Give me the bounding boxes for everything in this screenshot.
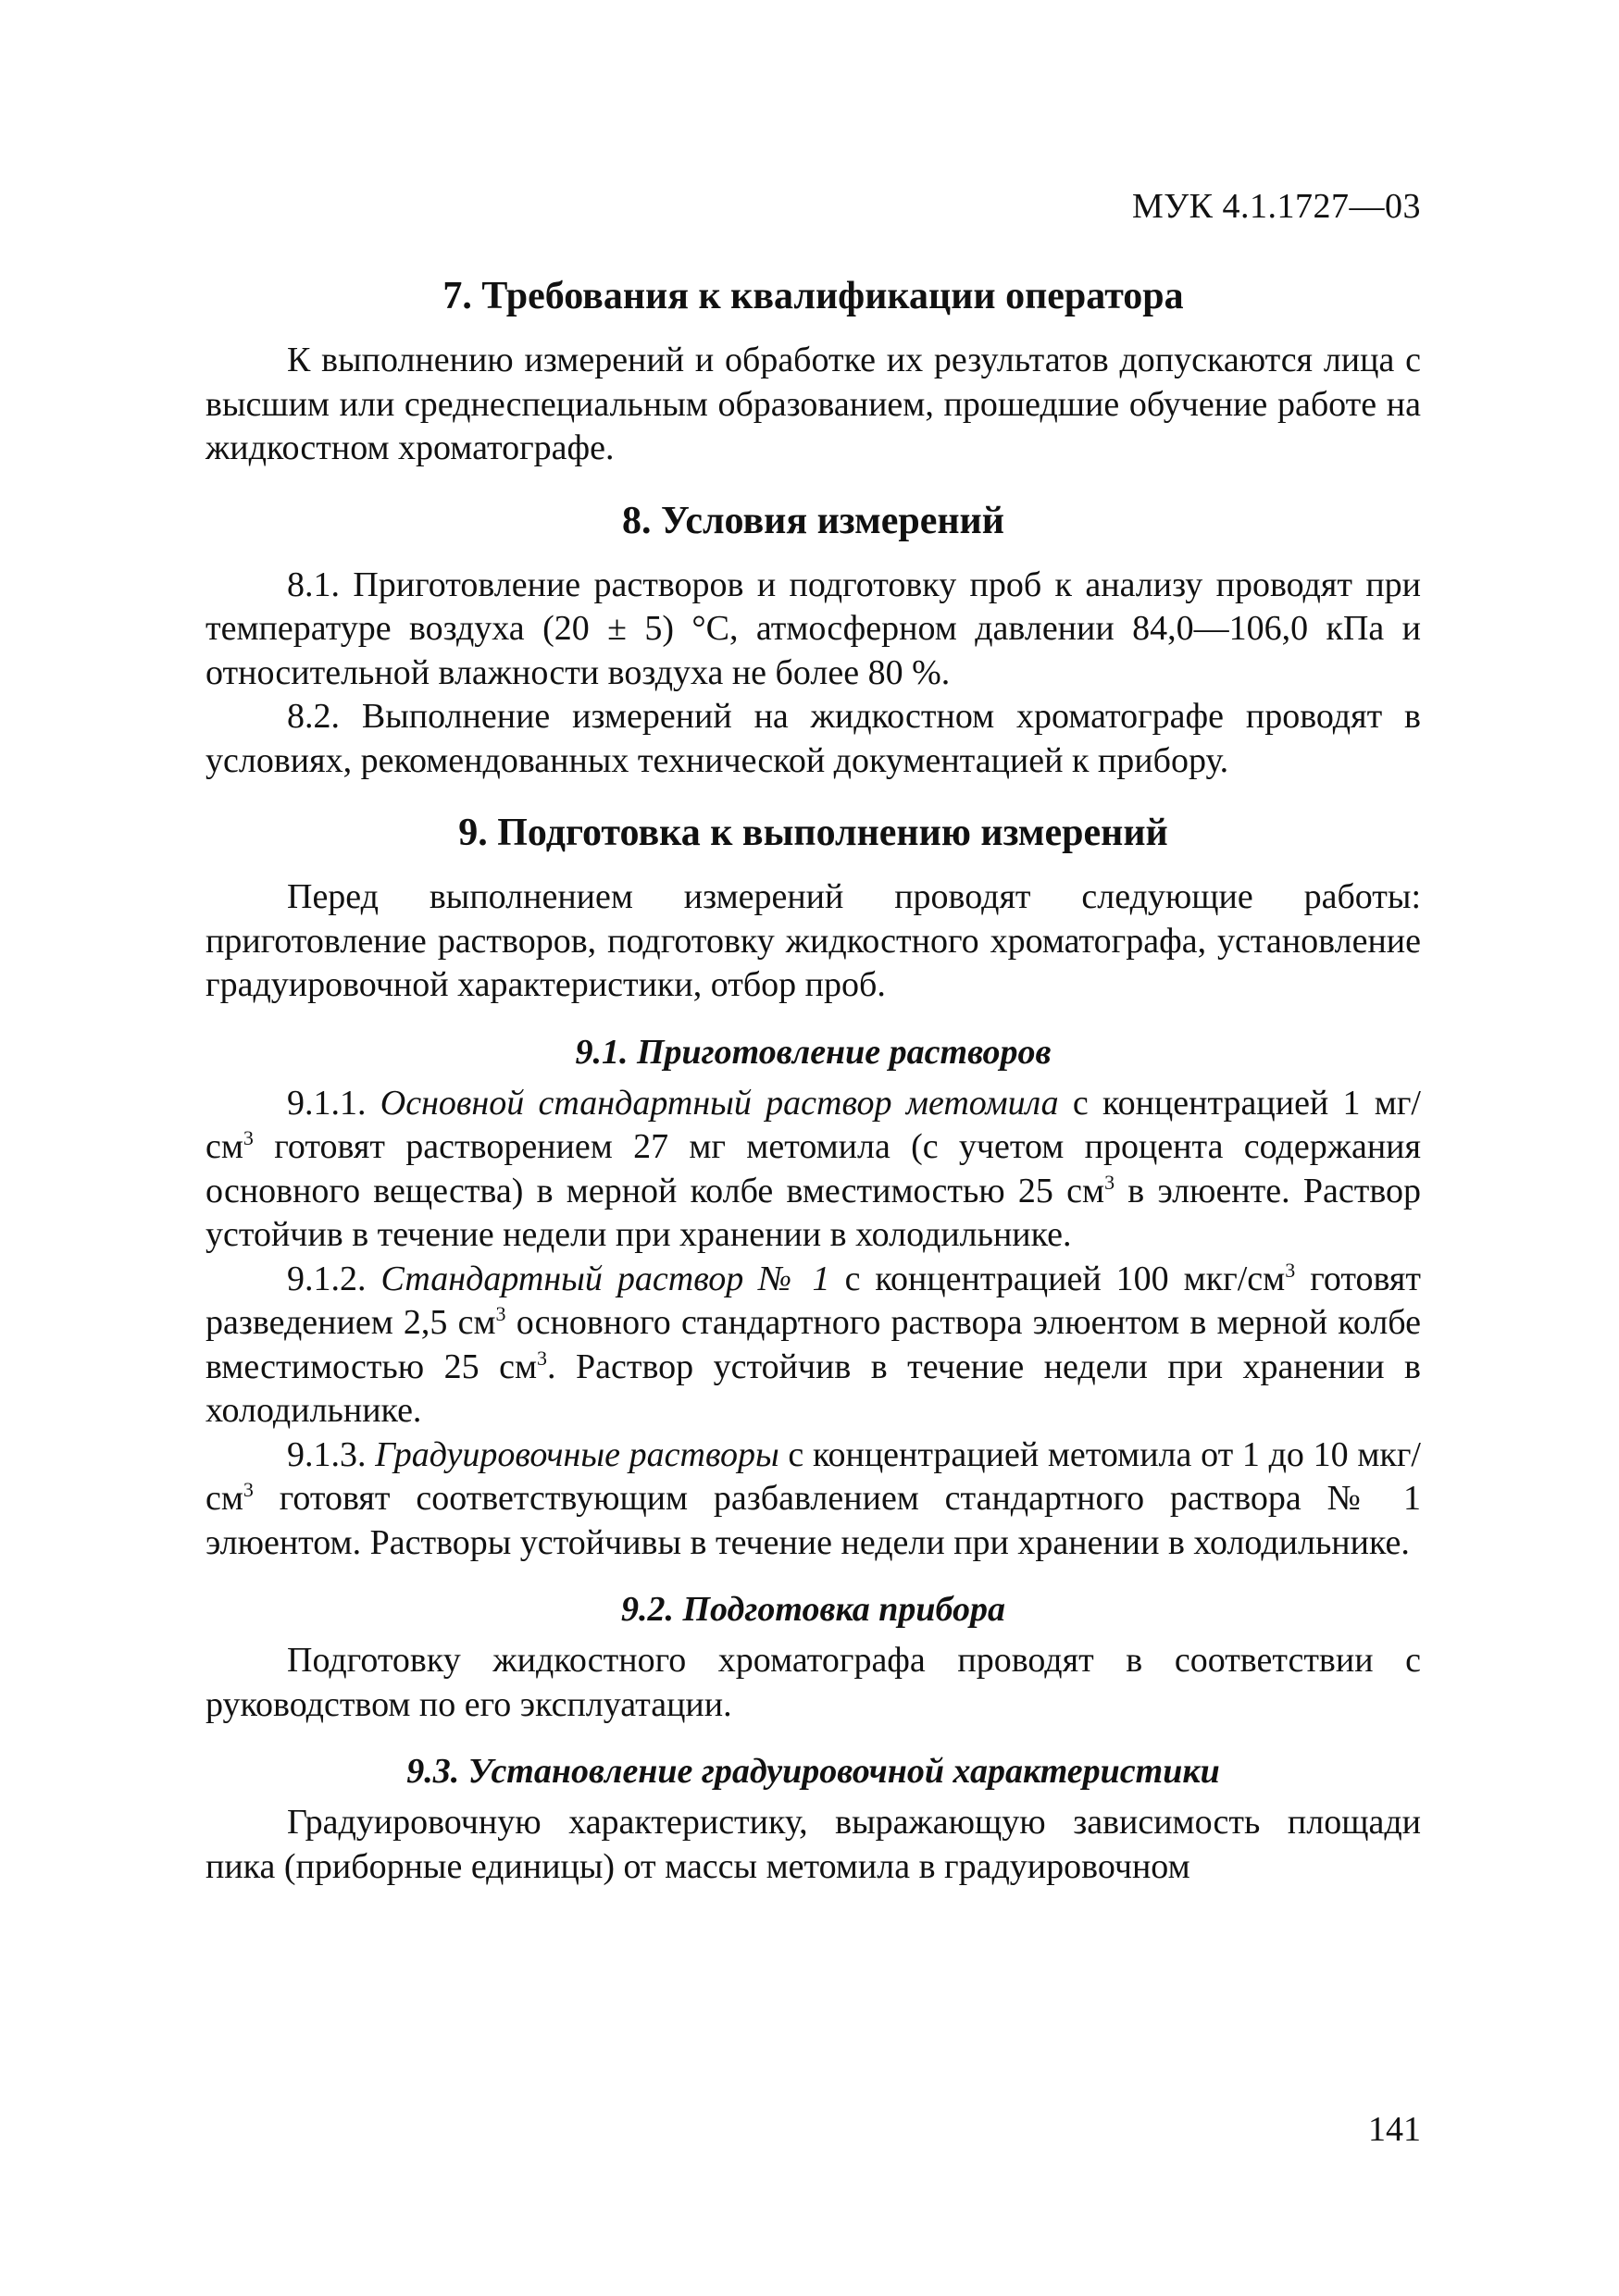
item-9-1-2-text-c: основного стандартного раствора элюентом в мерной колбе вместимостью 25 см [205,1303,1421,1386]
item-9-1-3-term: Градуировочные растворы [375,1434,779,1474]
item-9-1-2-paragraph [205,1258,1421,1433]
item-9-1-3-number: 9.1.3. [287,1434,376,1474]
item-9-1-2-text-b: готовят разведением 2,5 см [205,1259,1422,1342]
item-9-1-2-term: Стандартный раствор № 1 [380,1259,830,1298]
section-8-1-paragraph: 8.1. Приготовление растворов и подготовку проб к анализу проводят при температуре воздуха (20 ± 5) °С, атмосферном давлении 84,0—106,0 кПа и относительной влажности воздуха не более 80 %. [205,565,1421,692]
document-page [205,0,1421,2296]
superscript: 3 [243,1126,254,1149]
subsection-9-3-paragraph: Градуировочную характеристику, выражающую зависимость площади пика (приборные единицы) от массы метомила в градуировочном [205,1803,1421,1886]
section-9-heading: 9. Подготовка к выполнению измерений [458,812,1168,854]
item-9-1-3-paragraph [205,1433,1421,1566]
item-9-1-1-text-c: в элюенте. Раствор устойчив в течение недели при хранении в холодильнике. [205,1171,1421,1254]
item-9-1-2-text-d: . Раствор устойчив в течение недели при хранении в холодильнике. [205,1347,1421,1430]
item-9-1-3-text-b: готовят соответствующим разбавлением стандартного раствора № 1 элюентом. Растворы устойчивы в течение недели при хранении в холодильнике. [205,1479,1421,1562]
subsection-9-1-heading: 9.1. Приготовление растворов [575,1032,1052,1072]
subsection-9-2-heading: 9.2. Подготовка прибора [620,1590,1005,1629]
superscript: 3 [243,1478,254,1501]
superscript: 3 [537,1346,547,1370]
section-9-paragraph: Перед выполнением измерений проводят следующие работы: приготовление растворов, подготовку жидкостного хроматографа, установление градуировочной характеристики, отбор проб. [205,877,1421,1004]
item-9-1-1-text-b: готовят растворением 27 мг метомила (с учетом процента содержания основного вещества) в мерной колбе вместимостью 25 см [205,1127,1421,1210]
page-number: 141 [1368,2110,1421,2149]
subsection-9-3-heading: 9.3. Установление градуировочной характеристики [406,1752,1220,1791]
superscript: 3 [1104,1170,1115,1194]
section-8-2-paragraph: 8.2. Выполнение измерений на жидкостном хроматографе проводят в условиях, рекомендованных технической документацией к прибору. [205,697,1421,780]
section-7-heading: 7. Требования к квалификации оператора [442,275,1184,317]
running-header: МУК 4.1.1727—03 [1131,187,1421,226]
item-9-1-1-paragraph [205,1082,1421,1258]
item-9-1-1-number: 9.1.1. [287,1083,380,1123]
page-content [205,270,1421,1889]
superscript: 3 [1285,1258,1296,1282]
item-9-1-2-number: 9.1.2. [287,1259,381,1298]
superscript: 3 [495,1302,506,1325]
item-9-1-1-term: Основной стандартный раствор метомила [380,1083,1059,1123]
subsection-9-2-paragraph: Подготовку жидкостного хроматографа проводят в соответствии с руководством по его эксплуатации. [205,1641,1421,1724]
section-7-paragraph: К выполнению измерений и обработке их результатов допускаются лица с высшим или среднеспециальным образованием, прошедшие обучение работе на жидкостном хроматографе. [205,341,1421,467]
item-9-1-1-text-a: с концентрацией 1 мг/см [205,1083,1421,1166]
section-8-heading: 8. Условия измерений [622,499,1004,542]
item-9-1-2-text-a: с концентрацией 100 мкг/см [829,1259,1286,1298]
item-9-1-3-text-a: с концентрацией метомила от 1 до 10 мкг/см [205,1434,1421,1518]
